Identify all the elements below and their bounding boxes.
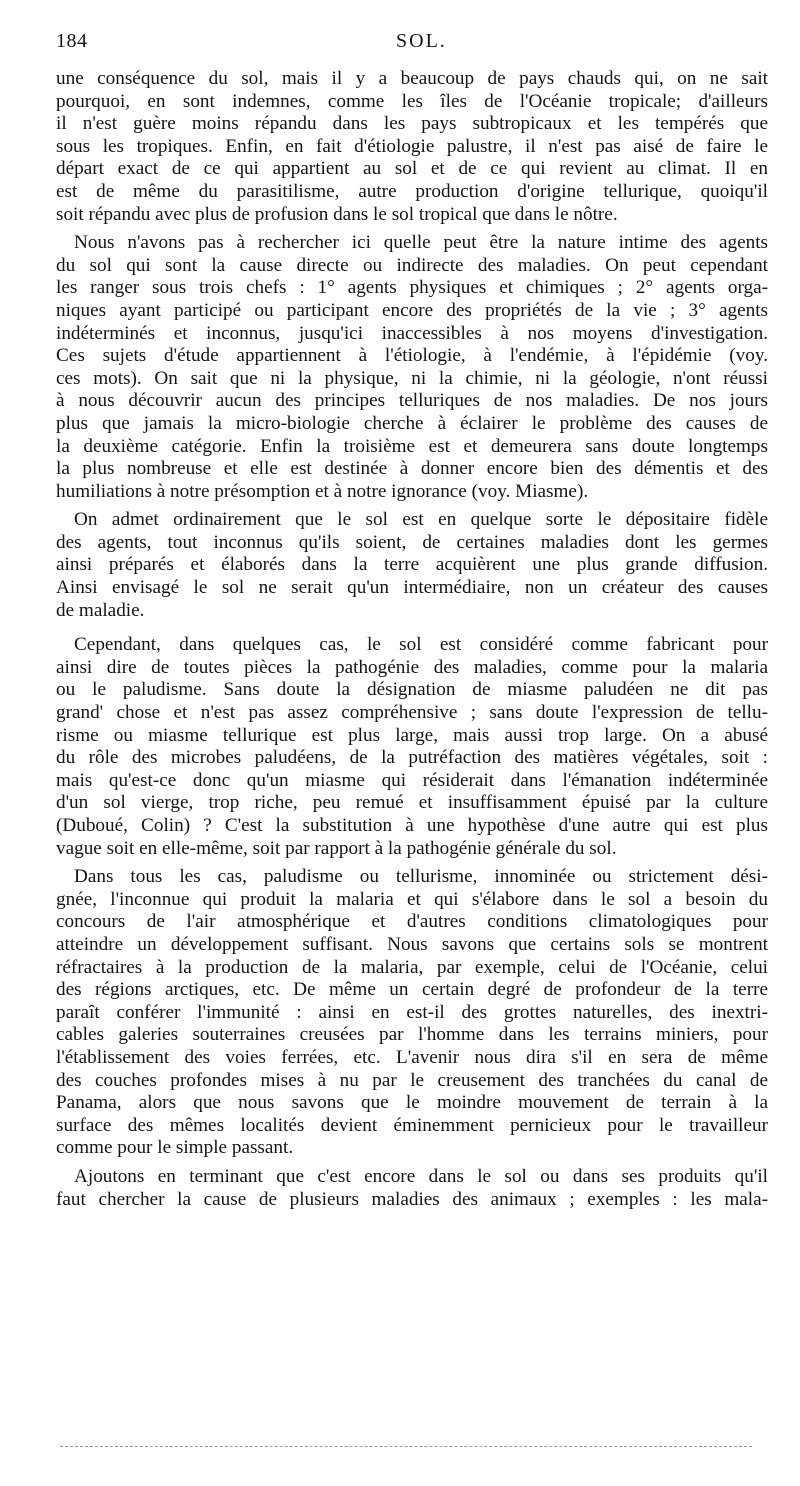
text-line: Ajoutons en terminant que c'est encore dans le sol ou dans ses produits qu'il	[74, 1165, 768, 1187]
text-line: ainsi préparés et élaborés dans la terre acquièrent une plus grande diffusion.	[56, 554, 768, 576]
paragraph-1	[56, 68, 768, 226]
text-line: sous les tropiques. Enfin, en fait d'étiologie palustre, il n'est pas aisé de faire le	[56, 135, 768, 157]
text-line: la plus nombreuse et elle est destinée à donner encore bien des démentis et des	[56, 458, 768, 480]
text-line: (Duboué, Colin) ? C'est la substitution à une hypothèse d'une autre qui est plus	[56, 815, 768, 836]
text-line: atteindre un développement suffisant. Nous savons que certains sols se montrent	[56, 933, 768, 955]
body-text	[56, 68, 768, 1211]
text-line: Ainsi envisagé le sol ne serait qu'un intermédiaire, non un créateur des causes	[56, 577, 768, 599]
text-line: les ranger sous trois chefs : 1° agents physiques et chimiques ; 2° agents orga-	[56, 277, 768, 299]
text-line: plus que jamais la micro-biologie cherche à éclairer le problème des causes de	[56, 412, 768, 434]
running-title: SOL.	[396, 30, 447, 52]
text-line: grand' chose et n'est pas assez compréhensive ; sans doute l'expression de tellu-	[56, 702, 768, 724]
text-line: risme ou miasme tellurique est plus large, mais aussi trop large. On a abusé	[56, 724, 768, 746]
text-line: faut chercher la cause de plusieurs maladies des animaux ; exemples : les mala-	[56, 1188, 768, 1210]
running-head	[56, 30, 760, 56]
paragraph-2	[56, 232, 768, 503]
text-line: concours de l'air atmosphérique et d'autres conditions climatologiques pour	[56, 911, 768, 933]
text-line: à nous découvrir aucun des principes telluriques de nos maladies. De nos jours	[56, 390, 768, 412]
paragraph-4	[56, 634, 768, 860]
text-line: d'un sol vierge, trop riche, peu remué et insuffisamment épuisé par la culture	[56, 792, 768, 814]
text-line: soit répandu avec plus de profusion dans le sol tropical que dans le nôtre.	[56, 203, 618, 225]
text-line: cables galeries souterraines creusées par l'homme dans les terrains miniers, pour	[56, 1024, 768, 1046]
text-line: mais qu'est-ce donc qu'un miasme qui résiderait dans l'émanation indéterminée	[56, 769, 768, 791]
text-line: gnée, l'inconnue qui produit la malaria et qui s'élabore dans le sol a besoin du	[56, 888, 768, 910]
text-line: On admet ordinairement que le sol est en quelque sorte le dépositaire fidèle	[74, 509, 768, 531]
text-line: surface des mêmes localités devient éminemment pernicieux pour le travailleur	[56, 1114, 768, 1136]
text-line: des régions arctiques, etc. De même un certain degré de profondeur de la terre	[56, 979, 768, 1001]
text-line: des agents, tout inconnus qu'ils soient, de certaines maladies dont les germes	[56, 531, 768, 553]
text-line: de maladie.	[56, 599, 145, 621]
text-line: est de même du parasitilisme, autre production d'origine tellurique, quoiqu'il	[56, 180, 768, 202]
text-line: Ces sujets d'étude appartiennent à l'étiologie, à l'endémie, à l'épidémie (voy.	[56, 345, 768, 367]
page-number: 184	[56, 30, 88, 52]
text-line: vague soit en elle-même, soit par rapport à la pathogénie générale du sol.	[56, 837, 617, 859]
paragraph-5	[56, 866, 768, 1160]
text-line: comme pour le simple passant.	[56, 1137, 294, 1159]
text-line: niques ayant participé ou participant encore des propriétés de la vie ; 3° agents	[56, 299, 768, 321]
paragraph-6	[56, 1166, 768, 1211]
text-line: humiliations à notre présomption et à notre ignorance (voy. Miasme).	[56, 480, 589, 502]
text-line: ces mots). On sait que ni la physique, ni la chimie, ni la géologie, n'ont réussi	[56, 367, 768, 389]
text-line: il n'est guère moins répandu dans les pays subtropicaux et les tempérés que	[56, 113, 768, 135]
text-line: Panama, alors que nous savons que le moindre mouvement de terrain à la	[56, 1092, 768, 1114]
text-line: réfractaires à la production de la malaria, par exemple, celui de l'Océanie, celui	[56, 956, 768, 978]
text-line: paraît conférer l'immunité : ainsi en est-il des grottes naturelles, des inextri-	[56, 1001, 768, 1023]
footer-rule	[60, 1446, 752, 1447]
text-line: Cependant, dans quelques cas, le sol est considéré comme fabricant pour	[74, 634, 768, 656]
text-line: ou le paludisme. Sans doute la désignation de miasme paludéen ne dit pas	[56, 679, 768, 701]
text-line: l'établissement des voies ferrées, etc. L'avenir nous dira s'il en sera de même	[56, 1046, 768, 1068]
paragraph-3	[56, 509, 768, 622]
text-line: Nous n'avons pas à rechercher ici quelle peut être la nature intime des agents	[74, 232, 768, 254]
text-line: indéterminés et inconnus, jusqu'ici inaccessibles à nos moyens d'investigation.	[56, 322, 768, 344]
text-line: une conséquence du sol, mais il y a beaucoup de pays chauds qui, on ne sait	[56, 68, 768, 89]
text-line: Dans tous les cas, paludisme ou tellurisme, innominée ou strictement dési-	[74, 866, 768, 888]
text-line: du rôle des microbes paludéens, de la putréfaction des matières végétales, soit :	[56, 747, 768, 769]
text-line: la deuxième catégorie. Enfin la troisième est et demeurera sans doute longtemps	[56, 435, 768, 457]
text-line: pourquoi, en sont indemnes, comme les îles de l'Océanie tropicale; d'ailleurs	[56, 90, 768, 112]
text-line: du sol qui sont la cause directe ou indirecte des maladies. On peut cependant	[56, 254, 768, 276]
text-line: départ exact de ce qui appartient au sol et de ce qui revient au climat. Il en	[56, 158, 768, 180]
text-line: des couches profondes mises à nu par le creusement des tranchées du canal de	[56, 1069, 768, 1091]
text-line: ainsi dire de toutes pièces la pathogénie des maladies, comme pour la malaria	[56, 656, 768, 678]
